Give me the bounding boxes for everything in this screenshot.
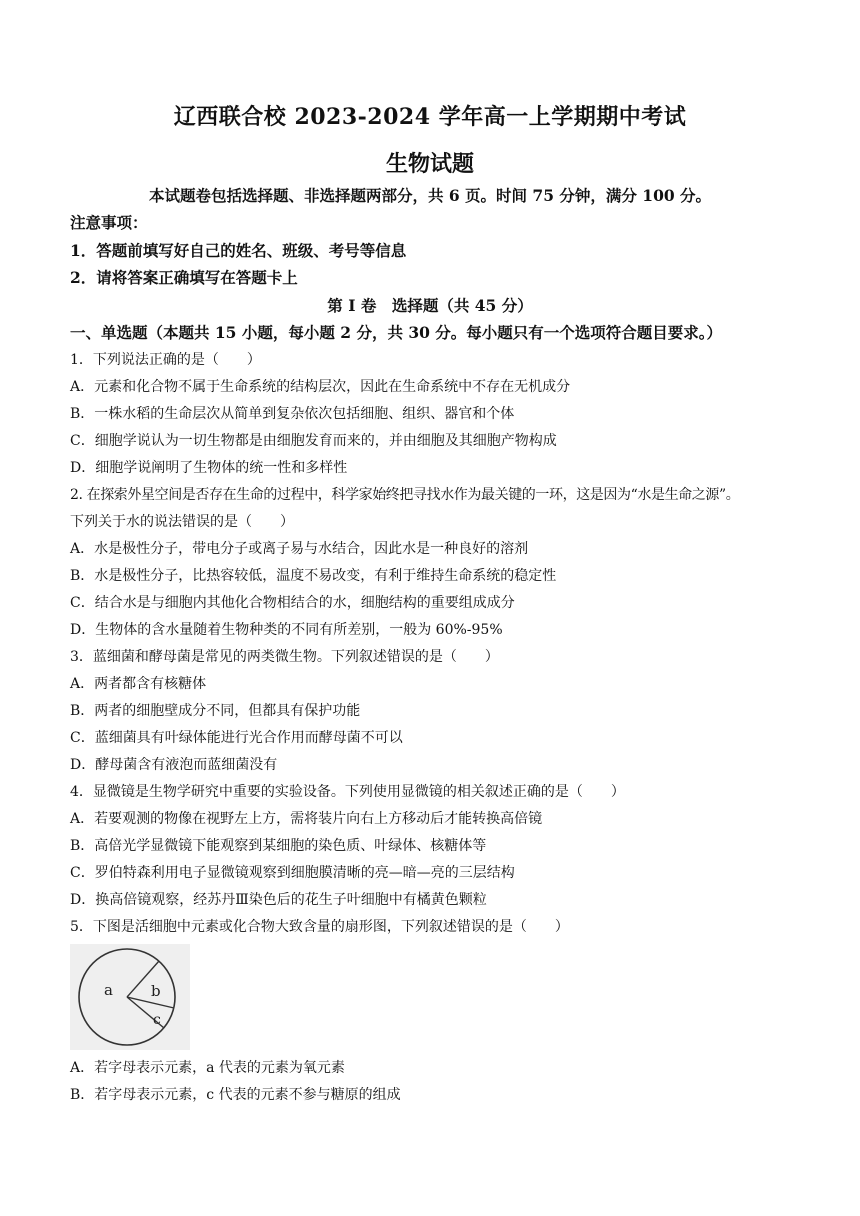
- question-stem: 4．显微镜是生物学研究中重要的实验设备。下列使用显微镜的相关叙述正确的是（ ）: [70, 784, 625, 800]
- option-c: C．细胞学说认为一切生物都是由细胞发育而来的，并由细胞及其细胞产物构成: [70, 433, 557, 449]
- sector-label-a: a: [104, 981, 113, 999]
- pie-figure: [70, 944, 190, 1050]
- option-a: A．若要观测的物像在视野左上方，需将装片向右上方移动后才能转换高倍镜: [70, 811, 543, 827]
- sector-diagram: [70, 944, 190, 1050]
- exam-subtitle: 生物试题: [385, 151, 474, 177]
- question-stem-continued: 下列关于水的说法错误的是（ ）: [70, 514, 294, 530]
- sector-label-b: b: [151, 982, 161, 1000]
- exam-title: 辽西联合校 2023-2024 学年高一上学期期中考试: [173, 104, 687, 130]
- option-b: B．若字母表示元素，c 代表的元素不参与糖原的组成: [70, 1087, 401, 1103]
- option-b: B．两者的细胞壁成分不同，但都具有保护功能: [70, 703, 361, 719]
- notice-item: 2．请将答案正确填写在答题卡上: [70, 268, 298, 287]
- option-d: D．酵母菌含有液泡而蓝细菌没有: [70, 757, 278, 773]
- part-heading: 一、单选题（本题共 15 小题，每小题 2 分，共 30 分。每小题只有一个选项符合题目要求。）: [70, 323, 723, 342]
- notice-heading: 注意事项：: [70, 213, 148, 232]
- question-stem: 1．下列说法正确的是（ ）: [70, 352, 261, 368]
- question-stem: 3．蓝细菌和酵母菌是常见的两类微生物。下列叙述错误的是（ ）: [70, 649, 499, 665]
- option-d: D．换高倍镜观察，经苏丹Ⅲ染色后的花生子叶细胞中有橘黄色颗粒: [70, 892, 487, 908]
- section-title: 第 I 卷 选择题（共 45 分）: [327, 296, 533, 315]
- option-b: B．水是极性分子，比热容较低，温度不易改变，有利于维持生命系统的稳定性: [70, 568, 557, 584]
- option-d: D．生物体的含水量随着生物种类的不同有所差别，一般为 60%-95%: [70, 622, 503, 638]
- option-b: B．一株水稻的生命层次从简单到复杂依次包括细胞、组织、器官和个体: [70, 406, 515, 422]
- option-c: C．结合水是与细胞内其他化合物相结合的水，细胞结构的重要组成成分: [70, 595, 515, 611]
- question-stem: 2. 在探索外星空间是否存在生命的过程中，科学家始终把寻找水作为最关键的一环，这是因为“水是生命之源”。: [70, 487, 740, 503]
- option-b: B．高倍光学显微镜下能观察到某细胞的染色质、叶绿体、核糖体等: [70, 838, 487, 854]
- option-c: C．蓝细菌具有叶绿体能进行光合作用而酵母菌不可以: [70, 730, 403, 746]
- exam-intro: 本试题卷包括选择题、非选择题两部分，共 6 页。时间 75 分钟，满分 100 分。: [148, 186, 712, 205]
- option-a: A．水是极性分子，带电分子或离子易与水结合，因此水是一种良好的溶剂: [70, 541, 529, 557]
- option-c: C．罗伯特森利用电子显微镜观察到细胞膜清晰的亮—暗—亮的三层结构: [70, 865, 515, 881]
- option-a: A．元素和化合物不属于生命系统的结构层次，因此在生命系统中不存在无机成分: [70, 379, 571, 395]
- option-d: D．细胞学说阐明了生物体的统一性和多样性: [70, 460, 348, 476]
- option-a: A．若字母表示元素，a 代表的元素为氧元素: [70, 1060, 345, 1076]
- sector-label-c: c: [153, 1012, 161, 1028]
- question-stem: 5．下图是活细胞中元素或化合物大致含量的扇形图，下列叙述错误的是（ ）: [70, 919, 569, 935]
- notice-item: 1．答题前填写好自己的姓名、班级、考号等信息: [70, 241, 407, 260]
- option-a: A．两者都含有核糖体: [70, 676, 207, 692]
